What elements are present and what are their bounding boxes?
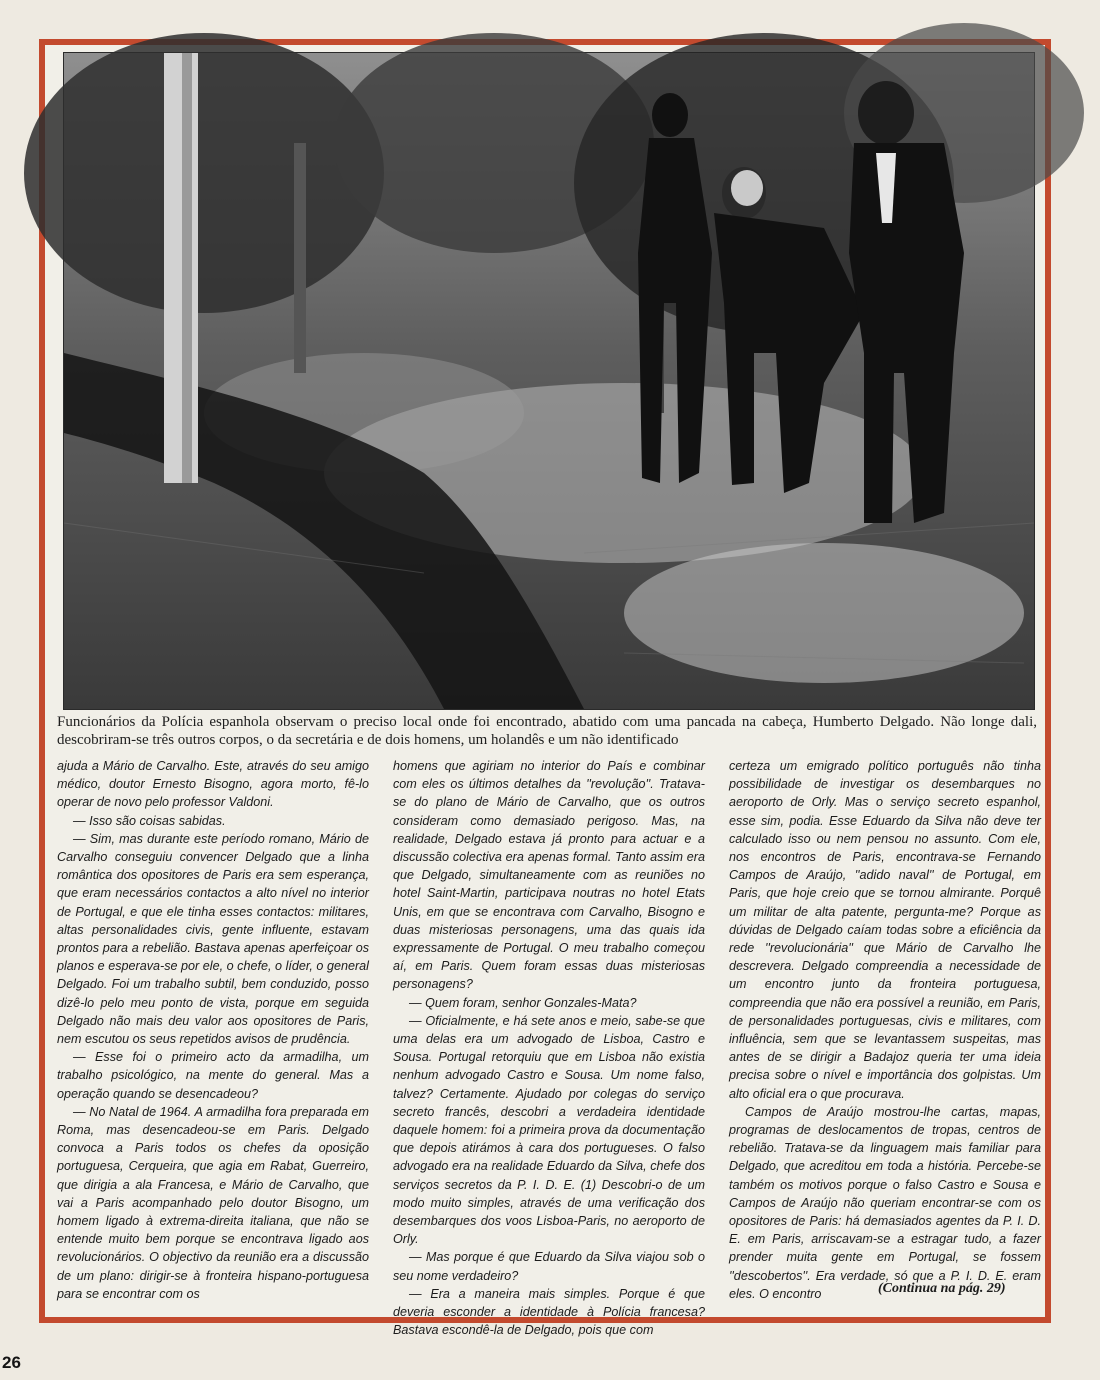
article-column-1 <box>57 757 369 1301</box>
continued-on-page-note: (Continua na pág. 29) <box>878 1281 1006 1296</box>
paragraph: — Esse foi o primeiro acto da armadilha, um trabalho psicológico, na mente do general. Mas a operação quando se desencadeou? <box>57 1050 369 1101</box>
paragraph: — No Natal de 1964. A armadilha fora preparada em Roma, mas desencadeou-se em Paris. Delgado convoca a Paris todos os chefes da oposição portuguesa, Cerqueira, que agia em Rabat, Guerreiro, que dirigia a ala Francesa, e Mário de Carvalho, que vai a Paris acompanhado pelo doutor Bisogno, um homem ligado à extrema-direita italiana, que não se entende muito bem porque se encontrava ligado aos revolucionários. O objectivo da reunião era a discussão de um plano: dirigir-se à fronteira hispano-portuguesa para se encontrar com os <box>57 1104 369 1301</box>
article-column-2 <box>393 757 705 1338</box>
paragraph: — Isso são coisas sabidas. <box>73 813 226 828</box>
news-photo <box>63 52 1035 710</box>
photo-caption: Funcionários da Polícia espanhola observam o preciso local onde foi encontrado, abatido com uma pancada na cabeça, Humberto Delgado. Não longe dali, descobriram-se três outros corpos, o da secretária e de dois homens, um holandês e um não identificado <box>57 714 1037 748</box>
paragraph: homens que agiriam no interior do País e combinar com eles os últimos detalhes da ''revolução''. Tratava-se do plano de Mário de Carvalho, que os outros consideram como demasiado perigoso. Mas, na realidade, Delgado estava já pronto para actuar e a discussão colectiva era apenas formal. Tanto assim era que Delgado, simultaneamente com as reuniões no hotel Saint-Martin, participava noutras no hotel Etats Unis, em que se encontrava com Carvalho, Bisogno e duas misteriosas personagens, uma das quais ida expressamente de Portugal. O meu trabalho começou aí, em Paris. Quem foram essas duas misteriosas personagens? <box>393 759 705 992</box>
paragraph: — Oficialmente, e há sete anos e meio, sabe-se que uma delas era um advogado de Lisboa, Castro e Sousa. Portugal retorquiu que em Lisboa não existia nenhum advogado Castro e Sousa. Um nome falso, talvez? Certamente. Ajudado por colegas do serviço secreto francês, descobri a verdadeira identidade daquele homem: foi a primeira prova da documentação que depois atirámos à cara dos portugueses. O falso advogado era na realidade Eduardo da Silva, chefe dos serviços secretos da P. I. D. E. (1) Descobri-o de um modo muito simples, através de uma verificação dos desembarques dos voos Lisboa-Paris, no aeroporto de Orly. <box>393 1013 705 1247</box>
forest-excavation-photo-icon <box>64 53 1034 709</box>
paragraph: — Mas porque é que Eduardo da Silva viajou sob o seu nome verdadeiro? <box>393 1250 705 1283</box>
paragraph: Campos de Araújo mostrou-lhe cartas, mapas, programas de deslocamentos de tropas, centros de rebelião. Tratava-se da linguagem mais familiar para Delgado, que acreditou em toda a história. Percebe-se também os motivos porque o falso Castro e Sousa e Campos de Araújo não queriam encontrar-se com os opositores de Paris: há demasiados agentes da P. I. D. E. em Paris, arriscavam-se a estragar tudo, a fazer prender muita gente em Portugal, se fossem ''descobertos''. Era verdade, só que a P. I. D. E. eram eles. O encontro <box>729 1104 1041 1301</box>
paragraph: ajuda a Mário de Carvalho. Este, através do seu amigo médico, doutor Ernesto Bisogno, agora morto, fê-lo operar de novo pelo professor Valdoni. <box>57 759 369 810</box>
paragraph: — Era a maneira mais simples. Porque é que deveria esconder a identidade à Polícia francesa? Bastava escondê-la de Delgado, pois que com <box>393 1286 705 1338</box>
paragraph: — Sim, mas durante este período romano, Mário de Carvalho conseguiu convencer Delgado que a linha romântica dos opositores de Paris era sem esperança, que eram necessários contactos a alto nível no interior de Portugal, e que ele tinha esses contactos: militares, altas personalidades civis, gente influente, estavam prontos para a rebelião. Bastava apenas aperfeiçoar os planos e esperava-se por ele, o chefe, o líder, o general Delgado. Foi um trabalho subtil, bem conduzido, posso dizê-lo pelo meu ponto de vista, porque em seguida Delgado não mais deu valor aos opositores de Paris, nem escutou os seus repetidos avisos de prudência. <box>57 831 369 1047</box>
paragraph: certeza um emigrado político português não tinha possibilidade de investigar os desembarques no aeroporto de Orly. Mas o serviço secreto espanhol, esse sim, podia. Esse Eduardo da Silva não deve ter calculado isso ou nem pensou no assunto. Com ele, nos encontros de Paris, encontrava-se Fernando Campos de Araújo, ''adido naval'' de Portugal, em Paris, que hoje creio que se tornou almirante. Porquê um militar de alta patente, pergunta-me? Porque as dúvidas de Delgado caíam todas sobre a eficiência da rede ''revolucionária'' que Mário de Carvalho lhe descrevera. Delgado compreendia a necessidade de um encontro junto da fronteira portuguesa, compreendia que não era possível a reunião, em Paris, de personalidades portuguesas, civis e militares, com influência, sem que se levantassem suspeitas, mas antes de se dirigir a Badajoz queria ter uma ideia precisa sobre o nível e importância dos golpistas. Um alto oficial era o que procurava. <box>729 759 1041 1101</box>
paragraph: — Quem foram, senhor Gonzales-Mata? <box>409 995 637 1010</box>
page-number: 26 <box>2 1353 21 1372</box>
